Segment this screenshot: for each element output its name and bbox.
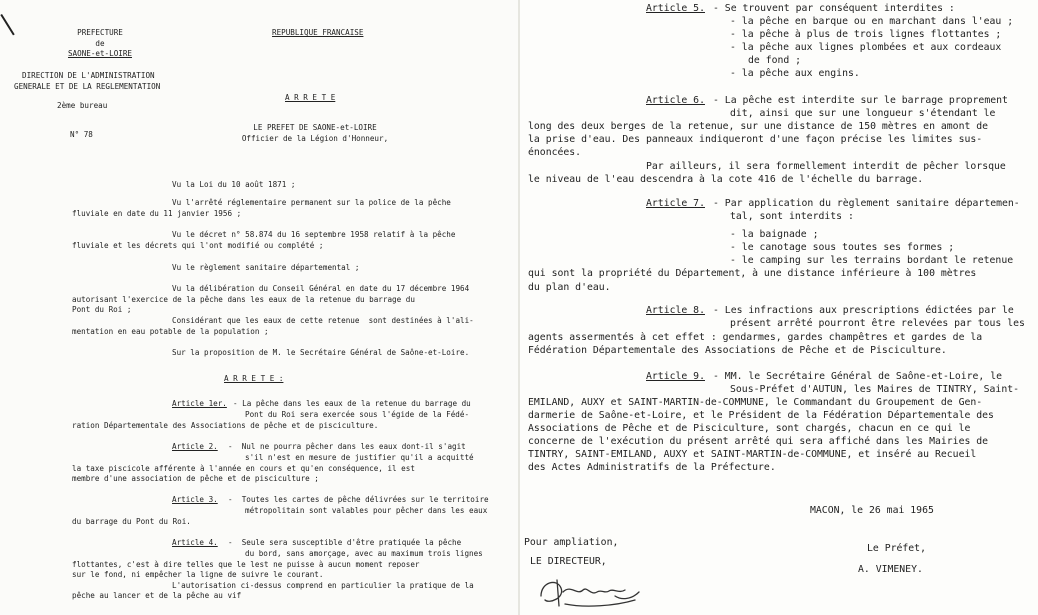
- arrete-heading: A R R E T E: [285, 93, 336, 102]
- body-line: Pont du Roi sera exercée sous l'égide de la Fédé-: [245, 410, 470, 419]
- body-line: s'il n'est en mesure de justifier qu'il a acquitté: [245, 453, 474, 462]
- body-line: du barrage du Pont du Roi.: [72, 517, 191, 526]
- body-line: - la pêche aux engins.: [730, 68, 860, 79]
- body-line: dit, ainsi que sur une longueur s'étendant le: [730, 108, 996, 119]
- body-line: EMILAND, AUXY et SAINT-MARTIN-de-COMMUNE, le Commandant du Groupement de Gen-: [528, 397, 983, 408]
- body-line: - Toutes les cartes de pêche délivrées sur le territoire: [228, 495, 489, 504]
- body-line: ration Départementale des Associations de pêche et de pisciculture.: [72, 421, 379, 430]
- body-line: présent arrêté pourront être relevées par tous les: [730, 318, 1025, 329]
- article-label: Article 1er.: [172, 399, 227, 408]
- body-line: - Les infractions aux prescriptions édictées par le: [713, 305, 1014, 316]
- director-signature-icon: [535, 570, 645, 612]
- prefecture-label: PREFECTURE: [77, 28, 123, 37]
- body-line: L'autorisation ci-dessus comprend en particulier la pratique de la: [172, 581, 474, 590]
- date-line: MACON, le 26 mai 1965: [810, 505, 934, 516]
- body-line: qui sont la propriété du Département, à une distance inférieure à 100 mètres: [528, 268, 977, 279]
- body-line: la prise d'eau. Des panneaux indiqueront d'une façon précise les limites sus-: [528, 134, 983, 145]
- body-line: agents assermentés à cet effet : gendarmes, gardes champêtres et gardes de la: [528, 332, 983, 343]
- body-line: la taxe piscicole afférente à l'année en cours et qu'en conséquence, il est: [72, 464, 415, 473]
- body-line: Vu l'arrêté réglementaire permanent sur la police de la pêche: [172, 198, 451, 207]
- body-line: du plan d'eau.: [528, 282, 611, 293]
- body-line: Sous-Préfet d'AUTUN, les Maires de TINTRY, Saint-: [730, 384, 1020, 395]
- body-line: métropolitain sont valables pour pêcher dans les eaux: [245, 506, 488, 515]
- arrete-decision-heading: A R R E T E :: [224, 374, 284, 383]
- body-line: autorisant l'exercice de la pêche dans les eaux de la retenue du barrage du: [72, 295, 415, 304]
- pen-stroke-mark: [0, 14, 14, 35]
- body-line: - Nul ne pourra pêcher dans les eaux dont-il s'agit: [228, 442, 466, 451]
- article-label: Article 2.: [172, 442, 218, 451]
- article-label: Article 8.: [646, 305, 705, 316]
- article-label: Article 6.: [646, 95, 705, 106]
- body-line: le niveau de l'eau descendra à la cote 416 de l'échelle du barrage.: [528, 174, 924, 185]
- body-line: Vu le règlement sanitaire départemental ;: [172, 263, 360, 272]
- article-label: Article 4.: [172, 538, 218, 547]
- body-line: - Se trouvent par conséquent interdites :: [713, 3, 955, 14]
- director-label: LE DIRECTEUR,: [530, 556, 607, 567]
- body-line: Fédération Départementale des Associations de Pêche et de Pisciculture.: [528, 345, 947, 356]
- republic-title: REPUBLIQUE FRANCAISE: [272, 28, 364, 37]
- body-line: sur le fond, ni empêcher la ligne de suivre le courant.: [72, 570, 324, 579]
- body-line: du bord, sans amorçage, avec au maximum trois lignes: [245, 549, 483, 558]
- body-line: des Actes Administratifs de la Préfecture.: [528, 462, 776, 473]
- body-line: - la pêche à plus de trois lignes flottantes ;: [730, 29, 1002, 40]
- body-line: - MM. le Secrétaire Général de Saône-et-Loire, le: [713, 371, 1003, 382]
- bureau-label: 2ème bureau: [57, 101, 108, 110]
- prefect-title: LE PREFET DE SAONE-et-LOIRE: [253, 123, 377, 132]
- body-line: fluviale et les décrets qui l'ont modifié ou complété ;: [72, 241, 324, 250]
- body-line: tal, sont interdits :: [730, 211, 854, 222]
- body-line: long des deux berges de la retenue, sur une distance de 150 mètres en amont de: [528, 121, 989, 132]
- body-line: fluviale en date du 11 janvier 1956 ;: [72, 209, 242, 218]
- direction-line-1: DIRECTION DE L'ADMINISTRATION: [22, 71, 155, 80]
- body-line: Par ailleurs, il sera formellement interdit de pêcher lorsque: [646, 161, 1006, 172]
- body-line: Sur la proposition de M. le Secrétaire Général de Saône-et-Loire.: [172, 348, 470, 357]
- body-line: Pont du Roi ;: [72, 305, 132, 314]
- body-line: darmerie de Saône-et-Loire, et le Président de la Fédération Départementale des: [528, 410, 994, 421]
- body-line: - Seule sera susceptible d'être pratiquée la pêche: [228, 538, 462, 547]
- arrete-number: N° 78: [70, 130, 93, 139]
- body-line: pêche au lancer et de la pêche au vif: [72, 591, 242, 600]
- direction-line-2: GENERALE ET DE LA REGLEMENTATION: [14, 82, 161, 91]
- body-line: Considérant que les eaux de cette retenue sont destinées à l'ali-: [172, 316, 474, 325]
- prefet-name: A. VIMENEY.: [858, 564, 923, 575]
- body-line: - la baignade ;: [730, 229, 819, 240]
- body-line: énoncées.: [528, 147, 582, 158]
- body-line: Associations de Pêche et de Pisciculture, sont chargés, chacun en ce qui le: [528, 423, 971, 434]
- body-line: de fond ;: [748, 55, 802, 66]
- body-line: - Par application du règlement sanitaire départemen-: [713, 198, 1020, 209]
- article-label: Article 7.: [646, 198, 705, 209]
- body-line: - le canotage sous toutes ses formes ;: [730, 242, 955, 253]
- body-line: - La pêche est interdite sur le barrage proprement: [713, 95, 1008, 106]
- body-line: Vu le décret n° 58.874 du 16 septembre 1958 relatif à la pêche: [172, 230, 456, 239]
- body-line: Vu la Loi du 10 août 1871 ;: [172, 180, 296, 189]
- body-line: TINTRY, SAINT-EMILAND, AUXY et SAINT-MARTIN-de-COMMUNE, et inséré au Recueil: [528, 449, 977, 460]
- prefecture-de: de: [95, 39, 105, 48]
- body-line: mentation en eau potable de la population ;: [72, 327, 269, 336]
- prefect-honour: Officier de la Légion d'Honneur,: [241, 134, 389, 143]
- body-line: - la pêche aux lignes plombées et aux cordeaux: [730, 42, 1002, 53]
- prefet-title: Le Préfet,: [867, 543, 926, 554]
- article-label: Article 5.: [646, 3, 705, 14]
- right-page: [520, 0, 1038, 615]
- body-line: Vu la délibération du Conseil Général en date du 17 décembre 1964: [172, 284, 470, 293]
- body-line: concerne de l'exécution du présent arrêté qui sera affiché dans les Mairies de: [528, 436, 989, 447]
- body-line: - La pêche dans les eaux de la retenue du barrage du: [233, 399, 471, 408]
- body-line: flottantes, c'est à dire telles que le lest ne puisse à aucun moment reposer: [72, 560, 420, 569]
- article-label: Article 9.: [646, 371, 705, 382]
- department-name: SAONE-et-LOIRE: [67, 49, 132, 58]
- article-label: Article 3.: [172, 495, 218, 504]
- ampliation-label: Pour ampliation,: [524, 537, 619, 548]
- body-line: - la pêche en barque ou en marchant dans l'eau ;: [730, 16, 1014, 27]
- body-line: - le camping sur les terrains bordant le retenue: [730, 255, 1014, 266]
- body-line: membre d'une association de pêche et de pisciculture ;: [72, 474, 319, 483]
